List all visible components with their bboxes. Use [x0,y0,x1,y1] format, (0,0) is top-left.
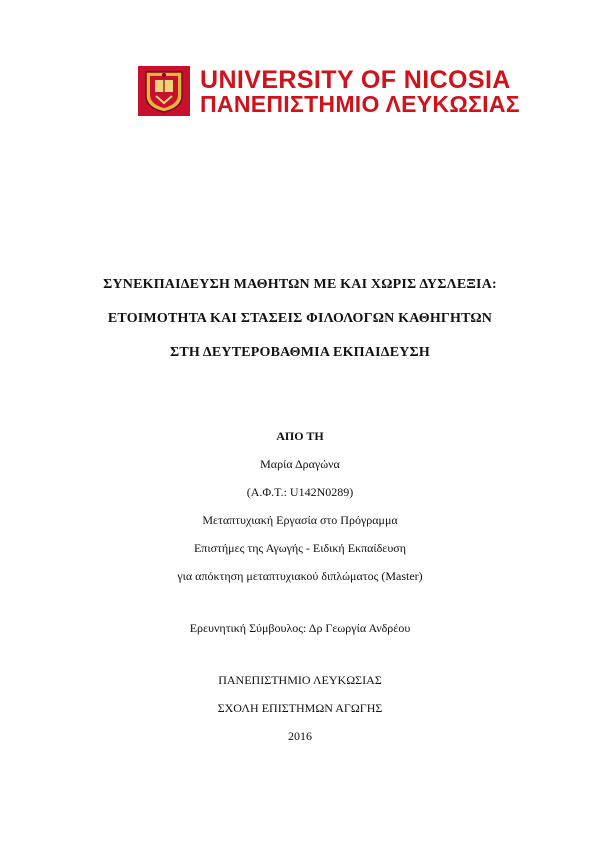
advisor-block [0,614,600,642]
program-line-1: Μεταπτυχιακή Εργασία στο Πρόγραμμα [202,513,398,527]
logo-name-en: UNIVERSITY OF NICOSIA [200,66,511,94]
thesis-year: 2016 [288,729,312,743]
title-line-1: ΣΥΝΕΚΠΑΙΔΕΥΣΗ ΜΑΘΗΤΩΝ ΜΕ ΚΑΙ ΧΩΡΙΣ ΔΥΣΛΕΞΙΑ: [103,277,497,292]
institution-school: ΣΧΟΛΗ ΕΠΙΣΤΗΜΩΝ ΑΓΩΓΗΣ [217,701,383,715]
program-line-3: για απόκτηση μεταπτυχιακού διπλώματος (Master) [177,569,423,583]
program-line-2: Επιστήμες της Αγωγής - Ειδική Εκπαίδευση [193,541,407,555]
institution-block [0,666,600,750]
logo-name-gr: ΠΑΝΕΠΙΣΤΗΜΙΟ ΛΕΥΚΩΣΙΑΣ [200,91,520,117]
university-logo [138,66,518,118]
author-program-block [0,422,600,590]
by-label: ΑΠΟ ΤΗ [276,429,324,443]
student-id: (Α.Φ.Τ.: U142N0289) [246,485,354,499]
author-name: Μαρία Δραγώνα [260,457,340,471]
title-line-3: ΣΤΗ ΔΕΥΤΕΡΟΒΑΘΜΙΑ ΕΚΠΑΙΔΕΥΣΗ [169,345,431,360]
title-line-2: ΕΤΟΙΜΟΤΗΤΑ ΚΑΙ ΣΤΑΣΕΙΣ ΦΙΛΟΛΟΓΩΝ ΚΑΘΗΓΗΤΩΝ [107,311,493,326]
university-crest-icon [138,66,190,116]
thesis-title [0,268,600,370]
institution-university: ΠΑΝΕΠΙΣΤΗΜΙΟ ΛΕΥΚΩΣΙΑΣ [218,673,382,687]
advisor-line: Ερευνητική Σύμβουλος: Δρ Γεωργία Ανδρέου [189,621,411,635]
